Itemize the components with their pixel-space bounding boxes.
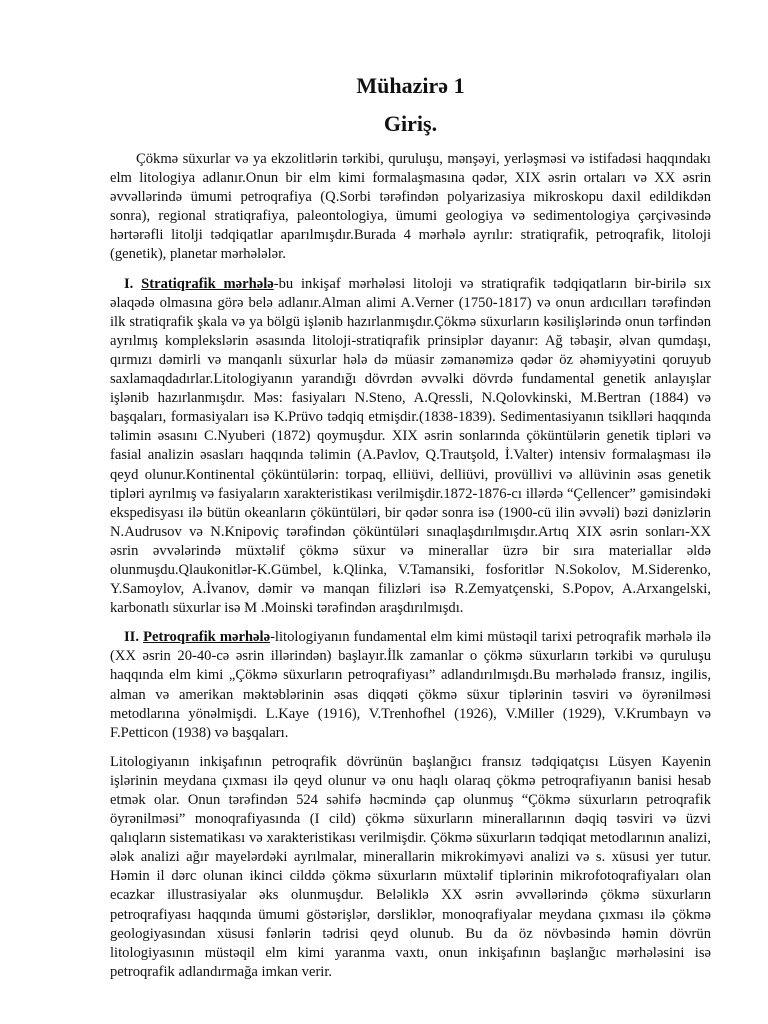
section-number: II. bbox=[124, 629, 140, 646]
section-text: -litologiyanın fundamental elm kimi müstəqil tarixi petroqrafik mərhələ ilə (XX əsrin 20-40-cə əsrin illərindən) başlayır.İlk zamanlar o çökmə süxurların tərkibi və quruluşu haqqında elm kimi „Çökmə süxurların petroqrafiyası” adlandırılmışdı.Bu mərhələdə fransız, ingilis, alman və amerikan məktəblərinin əsas diqqəti çökmə süxur tiplərinin təsviri və öyrənilməsi metodlarına yönəlmişdi. L.Kaye (1916), V.Trenhofhel (1926), V.Miller (1929), V.Krumbayn və F.Petticon (1938) və başqaları. bbox=[110, 629, 711, 741]
section-petrographic bbox=[110, 628, 711, 743]
stage-name: Petroqrafik mərhələ bbox=[143, 629, 271, 646]
section-text: -bu inkişaf mərhələsi litoloji və stratiqrafik tədqiqatların bir-birilə sıx əlaqədə olmasına görə belə adlanır.Alman alimi A.Verner (1750-1817) və onun ardıcılları tərəfindən ilk stratiqrafik şkala və ya bölgü işlənib hazırlanmışdır.Çökmə süxurların kəsilişlərində onun tərfindən ayrılmış komplekslərin əsasında litoloji-stratiqrafik prinsiplər dayanır: Ağ təbaşir, əlvan qumdaşı, qırmızı dəmirli və manqanlı süxurlar hələ də müasir zəmanəmizə qədər öz əhəmiyyətini qoruyub saxlamaqdadırlar.Litologiyanın yarandığı dövrdən əvvəlki dövrdə fundamental genetik anlayışlar işlənib hazırlanmışdır. Məs: fasiyaları N.Steno, A.Qressli, N.Qolovkinski, M.Bertran (1884) və başqaları, formasiyaları isə K.Prüvo tədqiq etmişdir.(1838-1839). Sedimentasiyanın tsiklləri haqqında təlimin əsasını C.Nyuberi (1872) qoymuşdur. XIX əsrin sonlarında çöküntülərin genetik tipləri və fasial analizin əsasları haqqında təlimin (A.Pavlov, Q.Trautşold, İ.Valter) intensiv formalaşması ilə qeyd olunur.Kontinental çöküntülərin: torpaq, elliüvi, delliüvi, provüllivi və allüvinin əsas genetik tipləri ayrılmış və fasiyaların xarakteristikası verilmişdir.1872-1876-cı illərdə “Çellencer” gəmisindəki ekspedisyası ilə bütün okeanların çöküntüləri, bir qədər sonra isə (1900-cü ilin əvvəli) bəzi dənizlərin N.Audrusov və N.Knipoviç tərəfindən çöküntüləri sınaqlaşdırılmışdır.Artıq XIX əsrin sonları-XX əsrin əvvələrində müxtəlif çökmə süxur və minerallar üzrə bir sıra materiallar əldə olunmuşdu.Qlaukonitlər-K.Gümbel, k.Qlinka, V.Tamansiki, fosforitlər N.Sokolov, M.Siderenko, Y.Samoylov, A.İvanov, dəmir və manqan filizləri isə R.Zemyatçenski, S.Popov, A.Arxangelski, karbonatlı süxurlar isə M .Moinski tərəfindən araşdırılmışdı. bbox=[110, 275, 711, 617]
lecture-title: Mühazirə 1 bbox=[356, 73, 465, 98]
stage-name: Stratiqrafik mərhələ bbox=[141, 275, 274, 292]
section-number: I. bbox=[124, 275, 134, 292]
intro-paragraph: Çökmə süxurlar və ya ekzolitlərin tərkibi, quruluşu, mənşəyi, yerləşməsi və istifadəsi haqqındakı elm litologiya adlanır.Onun bir elm kimi formalaşmasına qədər, XIX əsrin ortaları və XX əsrin əvvəllərində ümumi petroqrafiya (Q.Sorbi tərəfindən polyarizasiya mikroskopu daxil edildikdən sonra), regional stratiqrafiya, paleontologiya, ümumi geologiya və sedimentologiya çərçivəsində hərtərəfli litolji tədqiqatlar aparılmışdır.Burada 4 mərhələ ayrılır: stratiqrafik, petroqrafik, litoloji (genetik), planetar mərhələlər. bbox=[110, 151, 711, 263]
closing-paragraph: Litologiyanın inkişafının petroqrafik dövrünün başlanğıcı fransız tədqiqatçısı Lüsyen Kayenin işlərinin meydana çıxması ilə qeyd olunur və onu haqlı olaraq çökmə petroqrafiyanın banisi hesab etmək olar. Onun tərəfindən 524 səhifə həcmində çap olunmuş “Çökmə süxurların petroqrafik öyrənilməsi” monoqrafiyasında (I cild) çökmə süxurların minerallarının dəqiq təsviri və üzvi qalıqların sistematikası və xarakteristikası verilmişdir. Çökmə süxurların tədqiqat metodlarının analizi, ələk analizi ağır mayelərdəki ayrılmalar, minerallarin mikrokimyəvi analizi və s. xüsusi yer tutur. Həmin il dərc olunan ikinci cilddə çökmə süxurların müxtəlif tiplərinin mikrofotoqrafiyaları olan ecazkar illustrasiyalar əks olunmuşdur. Beləliklə XX əsrin əvvəllərində çökmə süxurların petroqrafiyası haqqında ümumi göstərişlər, dərsliklər, monoqrafiyalar meydana çıxması ilə çökmə geologiyasından xüsusi fənlərin tədrisi qeyd olunub. Bu da öz növbəsində həmin dövrün litologiyasının müstəqil elm kimi yaranma vaxtı, onun inkişafının başlanğıc mərhələsini isə petroqrafik adlandırmağa imkan verir. bbox=[110, 753, 711, 980]
section-stratigraphic bbox=[110, 275, 711, 619]
lecture-subtitle: Giriş. bbox=[383, 111, 438, 136]
